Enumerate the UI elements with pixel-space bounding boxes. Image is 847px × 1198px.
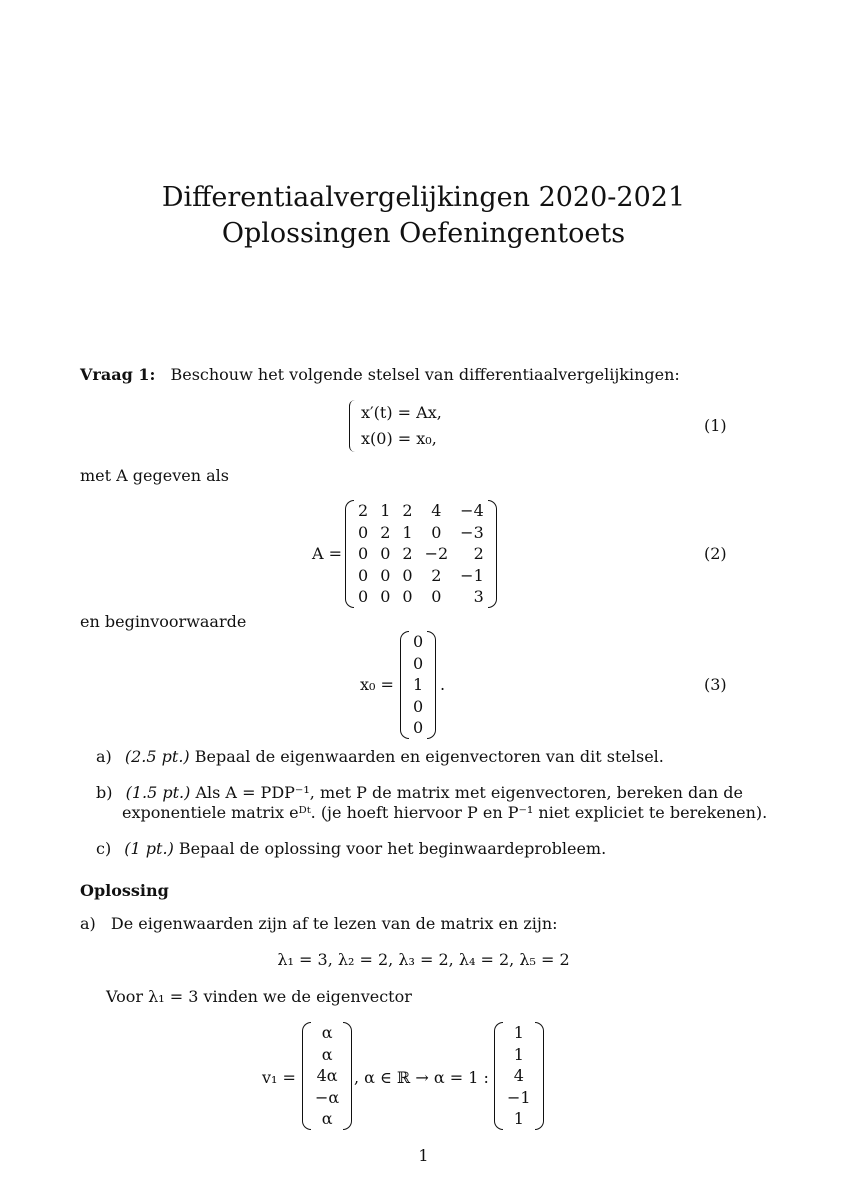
part-c-text: Bepaal de oplossing voor het beginwaardeprobleem.	[178, 839, 607, 858]
v1-specific-entry: 1	[513, 1023, 524, 1042]
eigenvector-intro: Voor λ₁ = 3 vinden we de eigenvector	[106, 987, 412, 1006]
page-number: 1	[418, 1146, 429, 1165]
matrix-a-cell: −2	[424, 544, 449, 563]
part-b-text-line-1: Als A = PDP⁻¹, met P de matrix met eigenvectoren, bereken dan de	[195, 783, 743, 802]
x0-lhs: x₀ =	[360, 675, 394, 694]
x0-vector	[400, 631, 436, 739]
matrix-a-cell: 3	[473, 587, 484, 606]
v1-middle-text: , α ∈ ℝ → α = 1 :	[354, 1068, 489, 1087]
question-label: Vraag 1:	[80, 365, 156, 384]
part-b-label: b)	[96, 783, 113, 802]
matrix-a-row	[352, 543, 490, 565]
matrix-a-cell: 0	[380, 544, 391, 563]
x0-vector-entry: 0	[413, 718, 424, 737]
equation-number-1: (1)	[704, 416, 727, 435]
equation-1-line-2: x(0) = x₀,	[361, 429, 437, 448]
matrix-a-cell: 2	[473, 544, 484, 563]
eigenvalues-equation: λ₁ = 3, λ₂ = 2, λ₃ = 2, λ₄ = 2, λ₅ = 2	[277, 950, 570, 969]
v1-specific-vector	[494, 1022, 544, 1130]
solution-heading: Oplossing	[80, 881, 169, 900]
part-b	[96, 783, 743, 803]
matrix-a-row	[352, 522, 490, 544]
initial-condition-intro: en beginvoorwaarde	[80, 612, 247, 631]
v1-specific-entry: −1	[507, 1087, 531, 1107]
part-c-points: (1 pt.)	[124, 839, 174, 858]
matrix-a-cell: 4	[431, 501, 442, 520]
matrix-a-cell: 2	[431, 565, 442, 585]
matrix-a-cell: 0	[380, 565, 391, 585]
v1-general-entry: α	[321, 1023, 333, 1042]
matrix-a-row	[352, 586, 490, 608]
matrix-a-cell: 0	[358, 522, 369, 542]
equation-number-3: (3)	[704, 675, 727, 694]
matrix-a-cell: 0	[402, 587, 413, 606]
matrix-a-cell: 1	[402, 522, 413, 542]
matrix-a-cell: 0	[358, 587, 369, 606]
solution-a-label: a)	[80, 914, 96, 933]
question-line	[80, 365, 680, 385]
document-subtitle: Oplossingen Oefeningentoets	[221, 218, 626, 249]
question-intro: Beschouw het volgende stelsel van differentiaalvergelijkingen:	[170, 365, 680, 384]
matrix-a-cell: 0	[358, 544, 369, 563]
matrix-a-cell: 0	[358, 565, 369, 585]
matrix-a-cell: 2	[358, 501, 369, 520]
matrix-a-cell: 2	[380, 522, 391, 542]
matrix-a-cell: −1	[460, 565, 484, 585]
x0-vector-entry: 0	[413, 653, 424, 673]
matrix-a-row	[352, 500, 490, 522]
x0-vector-entry: 0	[413, 696, 424, 716]
matrix-a-cell: −3	[460, 522, 484, 542]
part-c-label: c)	[96, 839, 112, 858]
matrix-a-cell: 2	[402, 501, 413, 520]
v1-lhs: v₁ =	[262, 1068, 296, 1087]
matrix-a-row	[352, 565, 490, 587]
matrix-a	[345, 500, 497, 608]
v1-specific-entry: 4	[513, 1066, 524, 1085]
equation-1-line-1: x′(t) = Ax,	[361, 403, 442, 422]
matrix-a-lhs: A =	[312, 544, 343, 563]
solution-a-text: De eigenwaarden zijn af te lezen van de matrix en zijn:	[110, 914, 558, 933]
matrix-intro: met A gegeven als	[80, 466, 229, 485]
x0-vector-entry: 0	[413, 632, 424, 651]
matrix-a-cell: 0	[380, 587, 391, 606]
part-a-text: Bepaal de eigenwaarden en eigenvectoren van dit stelsel.	[194, 747, 664, 766]
solution-a	[80, 914, 558, 934]
system-brace	[349, 400, 358, 452]
document-title: Differentiaalvergelijkingen 2020-2021	[161, 182, 686, 213]
v1-specific-entry: 1	[513, 1109, 524, 1128]
part-a-points: (2.5 pt.)	[124, 747, 190, 766]
v1-general-entry: −α	[315, 1087, 340, 1107]
part-c	[96, 839, 606, 859]
matrix-a-cell: 0	[431, 522, 442, 542]
part-b-text-line-2: exponentiele matrix eᴰᵗ. (je hoeft hiervoor P en P⁻¹ niet expliciet te berekenen).	[122, 803, 768, 822]
matrix-a-cell: 1	[380, 501, 391, 520]
v1-general-entry: α	[321, 1109, 333, 1128]
matrix-a-cell: 0	[431, 587, 442, 606]
matrix-a-cell: 2	[402, 544, 413, 563]
matrix-a-cell: 0	[402, 565, 413, 585]
x0-period: .	[440, 675, 446, 694]
v1-general-vector	[302, 1022, 352, 1130]
v1-specific-entry: 1	[513, 1044, 524, 1064]
v1-general-entry: 4α	[316, 1066, 338, 1085]
matrix-a-cell: −4	[460, 501, 484, 520]
part-a-label: a)	[96, 747, 112, 766]
equation-number-2: (2)	[704, 544, 727, 563]
v1-general-entry: α	[321, 1044, 333, 1064]
part-b-points: (1.5 pt.)	[125, 783, 191, 802]
x0-vector-entry: 1	[413, 675, 424, 694]
part-a	[96, 747, 664, 767]
